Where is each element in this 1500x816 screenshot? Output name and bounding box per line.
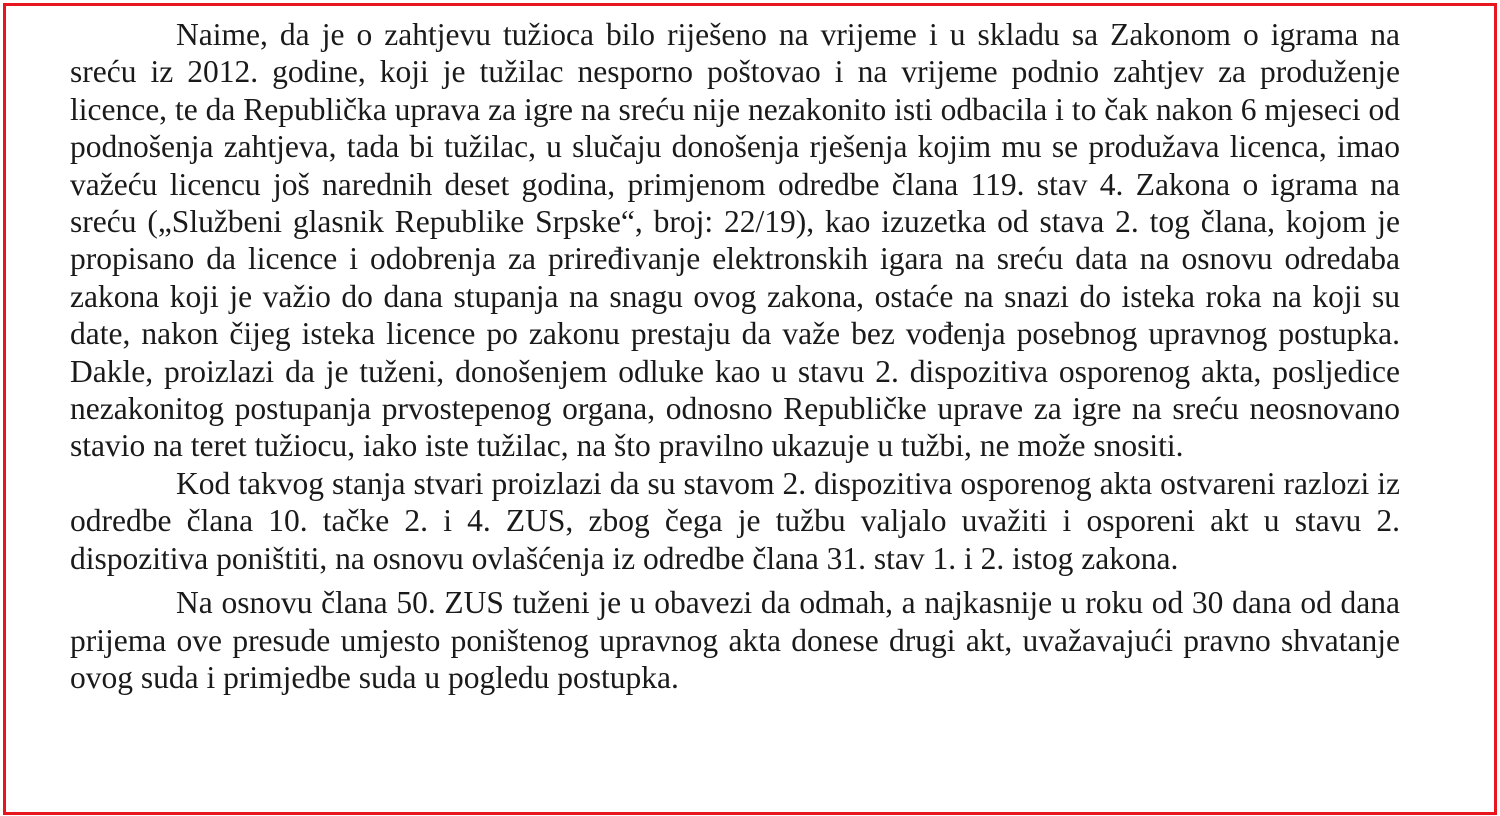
- paragraph-2: Kod takvog stanja stvari proizlazi da su stavom 2. dispozitiva osporenog akta ostvareni razlozi iz odredbe člana 10. tačke 2. i 4. ZUS, zbog čega je tužbu valjalo uvažiti i osporeni akt u stavu 2. dispozitiva poništiti, na osnovu ovlašćenja iz odredbe člana 31. stav 1. i 2. istog zakona.: [70, 465, 1400, 576]
- paragraph-3: Na osnovu člana 50. ZUS tuženi je u obavezi da odmah, a najkasnije u roku od 30 dana od dana prijema ove presude umjesto poništenog upravnog akta donese drugi akt, uvažavajući pravno shvatanje ovog suda i primjedbe suda u pogledu postupka.: [70, 585, 1400, 695]
- document-frame: [3, 3, 1497, 815]
- paragraph-1: Naime, da je o zahtjevu tužioca bilo riješeno na vrijeme i u skladu sa Zakonom o igrama na sreću iz 2012. godine, koji je tužilac nesporno poštovao i na vrijeme podnio zahtjev za produženje licence, te da Republička uprava za igre na sreću nije nezakonito isti odbacila i to čak nakon 6 mjeseci od podnošenja zahtjeva, tada bi tužilac, u slučaju donošenja rješenja kojim mu se produžava licenca, imao važeću licencu još narednih deset godina, primjenom odredbe člana 119. stav 4. Zakona o igrama na sreću („Službeni glasnik Republike Srpske“, broj: 22/19), kao izuzetka od stava 2. tog člana, kojom je propisano da licence i odobrenja za priređivanje elektronskih igara na sreću data na osnovu odredaba zakona koji je važio do dana stupanja na snagu ovog zakona, ostaće na snazi do isteka roka na koji su date, nakon čijeg isteka licence po zakonu prestaju da važe bez vođenja posebnog upravnog postupka. Dakle, proizlazi da je tuženi, donošenjem odluke kao u stavu 2. dispozitiva osporenog akta, posljedice nezakonitog postupanja prvostepenog organa, odnosno Republičke uprave za igre na sreću neosnovano stavio na teret tužiocu, iako iste tužilac, na što pravilno ukazuje u tužbi, ne može snositi.: [70, 17, 1400, 464]
- document-body: [70, 16, 1400, 696]
